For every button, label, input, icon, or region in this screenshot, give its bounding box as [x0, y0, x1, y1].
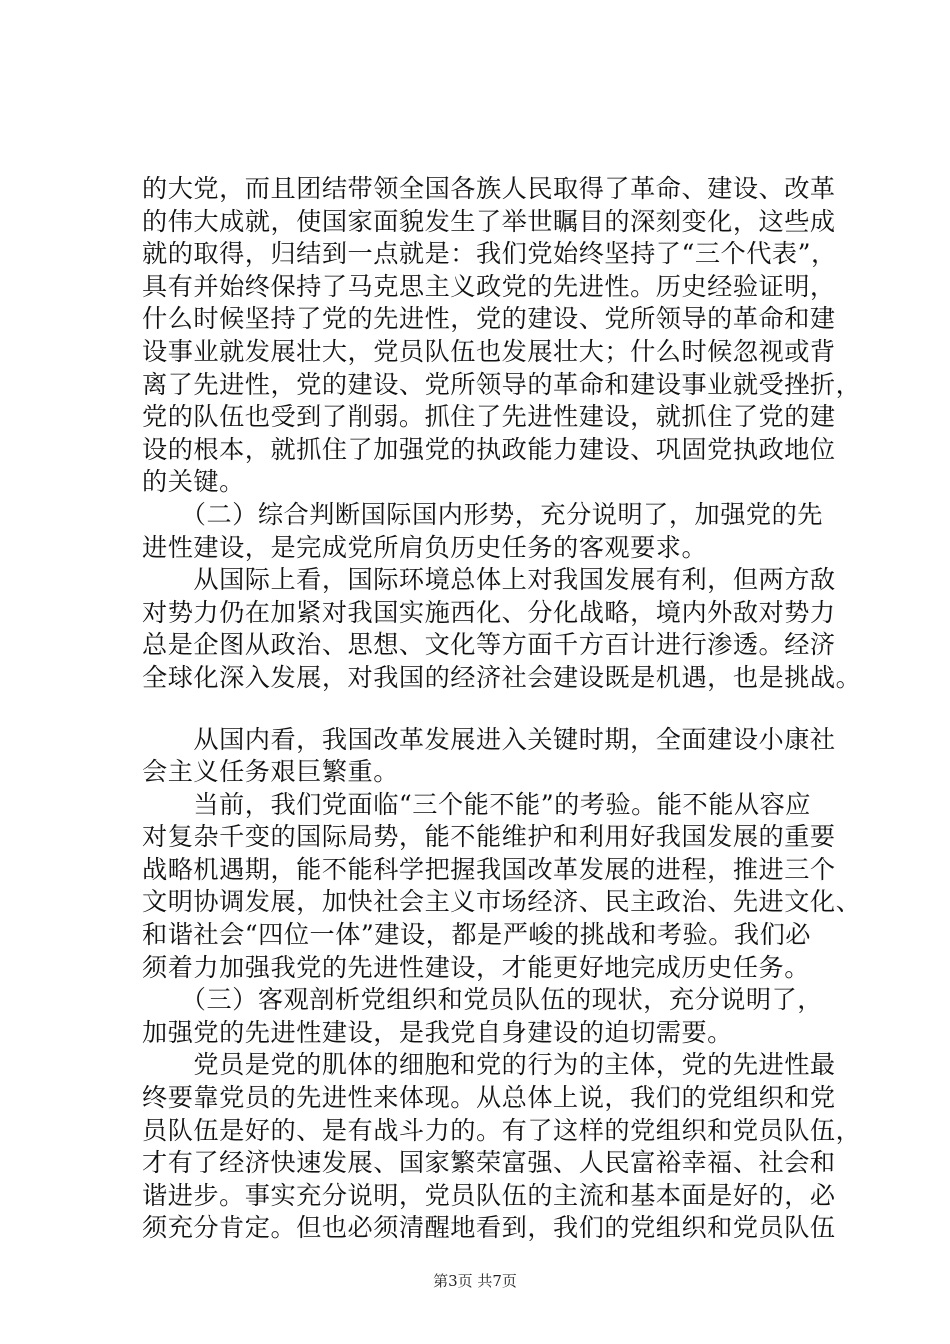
body-text [142, 173, 862, 1245]
text-line: 设的根本，就抓住了加强党的执政能力建设、巩固党执政地位 [142, 434, 836, 464]
text-line: 须充分肯定。但也必须清醒地看到，我们的党组织和党员队伍 [142, 1213, 836, 1243]
section-heading-line: （二）综合判断国际国内形势，充分说明了，加强党的先 [142, 499, 823, 529]
section-heading-line: 加强党的先进性建设，是我党自身建设的迫切需要。 [142, 1017, 733, 1047]
text-line: 和谐社会“四位一体”建设，都是严峻的挑战和考验。我们必 [142, 920, 811, 950]
text-line: 才有了经济快速发展、国家繁荣富强、人民富裕幸福、社会和 [142, 1148, 836, 1178]
text-line: 的关键。 [142, 467, 245, 497]
text-line: 须着力加强我党的先进性建设，才能更好地完成历史任务。 [142, 952, 810, 982]
section-heading-line: 进性建设，是完成党所肩负历史任务的客观要求。 [142, 532, 708, 562]
text-line: 谐进步。事实充分说明，党员队伍的主流和基本面是好的，必 [142, 1180, 836, 1210]
text-line: 对复杂千变的国际局势，能不能维护和利用好我国发展的重要 [142, 822, 836, 852]
text-line: 就的取得，归结到一点就是：我们党始终坚持了“三个代表”， [142, 239, 837, 269]
text-line: 什么时候坚持了党的先进性，党的建设、党所领导的革命和建 [142, 304, 836, 334]
text-line: 具有并始终保持了马克思主义政党的先进性。历史经验证明， [142, 271, 836, 301]
text-line: 当前，我们党面临“三个能不能”的考验。能不能从容应 [142, 789, 811, 819]
section-heading-line: （三）客观剖析党组织和党员队伍的现状，充分说明了， [142, 985, 823, 1015]
text-line: 党员是党的肌体的细胞和党的行为的主体，党的先进性最 [142, 1050, 836, 1080]
text-line: 文明协调发展，加快社会主义市场经济、民主政治、先进文化、 [142, 887, 862, 917]
paragraph-gap [142, 695, 814, 724]
text-line: 全球化深入发展，对我国的经济社会建设既是机遇，也是挑战。 [142, 662, 862, 692]
text-line: 从国际上看，国际环境总体上对我国发展有利，但两方敌 [142, 565, 836, 595]
text-line: 的大党，而且团结带领全国各族人民取得了革命、建设、改革 [142, 174, 836, 203]
text-line: 离了先进性，党的建设、党所领导的革命和建设事业就受挫折， [142, 369, 862, 399]
text-line: 设事业就发展壮大，党员队伍也发展壮大；什么时候忽视或背 [142, 336, 836, 366]
page-number-footer: 第3页 共7页 [433, 1272, 517, 1290]
text-line: 党的队伍也受到了削弱。抓住了先进性建设，就抓住了党的建 [142, 402, 836, 432]
text-line: 对势力仍在加紧对我国实施西化、分化战略，境内外敌对势力 [142, 597, 836, 627]
text-line: 终要靠党员的先进性来体现。从总体上说，我们的党组织和党 [142, 1083, 836, 1113]
text-line: 从国内看，我国改革发展进入关键时期，全面建设小康社 [142, 724, 836, 754]
text-line: 会主义任务艰巨繁重。 [142, 757, 399, 787]
text-line: 的伟大成就，使国家面貌发生了举世瞩目的深刻变化，这些成 [142, 206, 836, 236]
text-line: 总是企图从政治、思想、文化等方面千方百计进行渗透。经济 [142, 630, 836, 660]
text-line: 员队伍是好的、是有战斗力的。有了这样的党组织和党员队伍， [142, 1115, 862, 1145]
text-line: 战略机遇期，能不能科学把握我国改革发展的进程，推进三个 [142, 854, 836, 884]
